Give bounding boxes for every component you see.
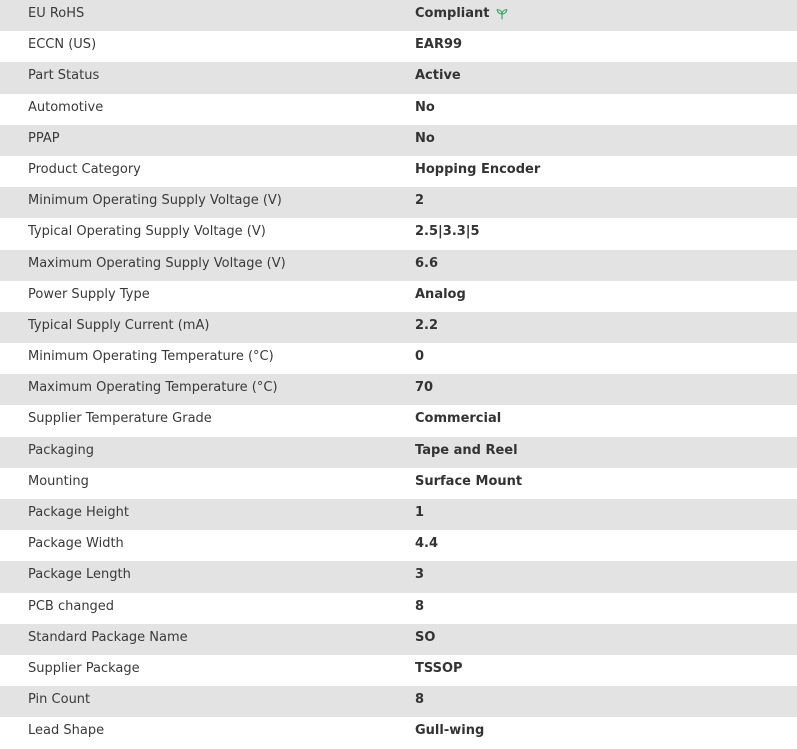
table-row — [0, 624, 797, 655]
spec-value: Gull-wing — [415, 723, 485, 739]
spec-value: Hopping Encoder — [415, 161, 541, 177]
table-row — [0, 94, 797, 125]
spec-label: Package Width — [28, 536, 124, 552]
table-row — [0, 156, 797, 187]
spec-label: Packaging — [28, 442, 94, 458]
table-row — [0, 499, 797, 530]
spec-label: PCB changed — [28, 598, 115, 614]
spec-value: 8 — [415, 692, 425, 708]
spec-label: Standard Package Name — [28, 629, 188, 645]
table-row — [0, 187, 797, 218]
leaf-icon — [495, 7, 509, 21]
spec-value: EAR99 — [415, 37, 463, 53]
spec-value: TSSOP — [415, 660, 463, 676]
table-row — [0, 281, 797, 312]
spec-value: 3 — [415, 567, 425, 583]
spec-value — [415, 0, 509, 27]
spec-label: Minimum Operating Temperature (°C) — [28, 349, 274, 365]
spec-value: Active — [415, 68, 461, 84]
spec-value: 8 — [415, 598, 425, 614]
spec-label: Supplier Temperature Grade — [28, 411, 212, 427]
spec-value: No — [415, 130, 435, 146]
table-row — [0, 343, 797, 374]
spec-label: Lead Shape — [28, 723, 105, 739]
spec-value: 70 — [415, 380, 434, 396]
table-row — [0, 125, 797, 156]
table-row — [0, 530, 797, 561]
spec-label: Power Supply Type — [28, 286, 150, 302]
table-row — [0, 593, 797, 624]
table-row — [0, 717, 797, 748]
spec-label: Maximum Operating Temperature (°C) — [28, 380, 278, 396]
spec-label: Package Length — [28, 567, 131, 583]
table-row — [0, 686, 797, 717]
spec-label: Pin Count — [28, 692, 91, 708]
spec-value: 6.6 — [415, 255, 439, 271]
spec-value: 1 — [415, 505, 425, 520]
spec-value: 2.2 — [415, 317, 439, 333]
spec-value: SO — [415, 629, 436, 645]
spec-label: Mounting — [28, 473, 89, 489]
spec-value: Analog — [415, 286, 466, 302]
spec-value: 2 — [415, 193, 425, 209]
table-row — [0, 561, 797, 592]
spec-value: 2.5|3.3|5 — [415, 224, 480, 240]
spec-value: 4.4 — [415, 536, 439, 552]
table-row — [0, 405, 797, 436]
spec-label: Automotive — [28, 99, 104, 115]
table-row — [0, 0, 797, 31]
table-row — [0, 312, 797, 343]
spec-label: Minimum Operating Supply Voltage (V) — [28, 193, 282, 209]
spec-value: Commercial — [415, 411, 502, 427]
spec-value: No — [415, 99, 435, 115]
spec-label: Package Height — [28, 505, 129, 520]
spec-value: Surface Mount — [415, 473, 523, 489]
spec-label: ECCN (US) — [28, 37, 97, 53]
spec-label: Supplier Package — [28, 660, 140, 676]
table-row — [0, 31, 797, 62]
spec-value: Tape and Reel — [415, 442, 518, 458]
spec-label: Typical Operating Supply Voltage (V) — [28, 224, 266, 240]
table-row — [0, 655, 797, 686]
table-row — [0, 218, 797, 249]
spec-value-text: Compliant — [415, 6, 490, 21]
table-row — [0, 374, 797, 405]
table-row — [0, 437, 797, 468]
spec-value: 0 — [415, 349, 425, 365]
spec-label: PPAP — [28, 130, 60, 146]
spec-label: Part Status — [28, 68, 100, 84]
spec-label: Typical Supply Current (mA) — [28, 317, 210, 333]
table-row — [0, 468, 797, 499]
spec-label: EU RoHS — [28, 6, 85, 21]
spec-label: Maximum Operating Supply Voltage (V) — [28, 255, 286, 271]
table-row — [0, 62, 797, 93]
spec-label: Product Category — [28, 161, 141, 177]
table-row — [0, 250, 797, 281]
